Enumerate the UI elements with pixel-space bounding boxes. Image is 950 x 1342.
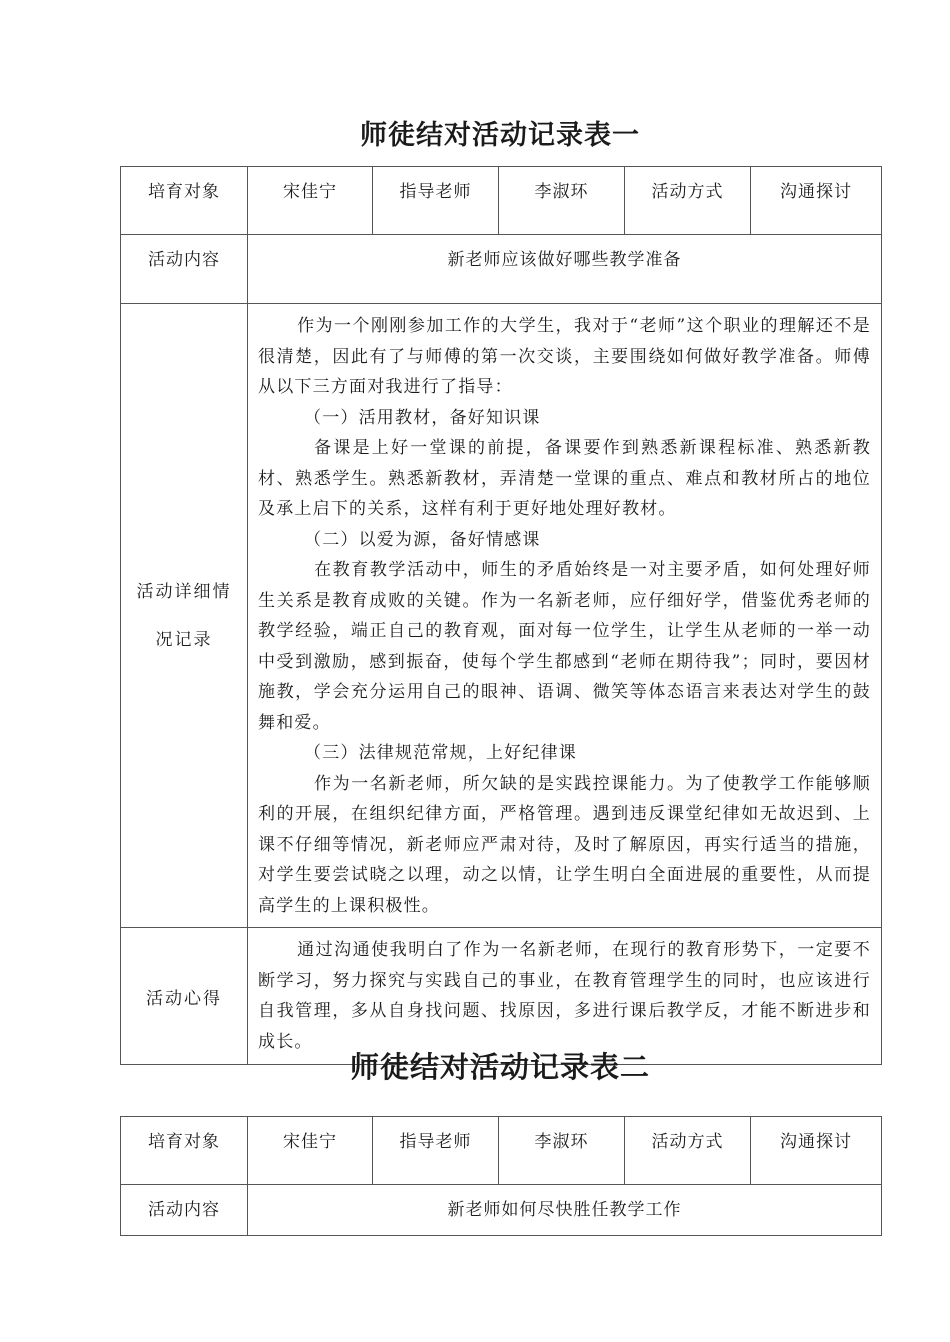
method-value: 沟通探讨 [751, 1117, 882, 1185]
trainee-label: 培育对象 [121, 1117, 248, 1185]
mentor-label: 指导老师 [373, 1117, 499, 1185]
header-row [121, 167, 882, 235]
detail-paragraph: 在教育教学活动中，师生的矛盾始终是一对主要矛盾，如何处理好师生关系是教育成败的关键。作为一名新老师，应仔细好学，借鉴优秀老师的教学经验，端正自己的教育观，面对每一位学生，让学生从老师的一举一动中受到激励，感到振奋，使每个学生都感到“老师在期待我”；同时，要因材施教，学会充分运用自己的眼神、语调、微笑等体态语言来表达对学生的鼓舞和爱。 [258, 560, 871, 733]
detail-subheading: （三）法律规范常规，上好纪律课 [304, 743, 577, 763]
detail-subheading: （一）活用教材，备好知识课 [304, 407, 541, 428]
content-label: 活动内容 [121, 235, 248, 304]
content-row [121, 1185, 882, 1236]
record-table-1 [120, 166, 882, 1065]
content-value: 新老师如何尽快胜任教学工作 [248, 1185, 882, 1236]
mentor-label: 指导老师 [373, 167, 499, 235]
detail-body [248, 304, 882, 928]
trainee-label: 培育对象 [121, 167, 248, 235]
trainee-value: 宋佳宁 [248, 1117, 373, 1185]
record-table-2 [120, 1116, 882, 1236]
content-row [121, 235, 882, 304]
detail-label-line1: 活动详细情 [136, 581, 232, 602]
mentor-value: 李淑环 [499, 167, 625, 235]
method-label: 活动方式 [625, 1117, 751, 1185]
detail-subheading: （二）以爱为源，备好情感课 [304, 529, 541, 550]
content-label: 活动内容 [121, 1185, 248, 1236]
method-label: 活动方式 [625, 167, 751, 235]
detail-label-line2: 况记录 [155, 629, 213, 650]
reflection-body [248, 928, 882, 1065]
reflection-text: 通过沟通使我明白了作为一名新老师，在现行的教育形势下，一定要不断学习，努力探究与实践自己的事业，在教育管理学生的同时，也应该进行自我管理，多从自身找问题、找原因，多进行课后教学反，才能不断进步和成长。 [258, 940, 871, 1052]
detail-label [121, 304, 248, 928]
content-value: 新老师应该做好哪些教学准备 [248, 235, 882, 304]
mentor-value: 李淑环 [499, 1117, 625, 1185]
method-value: 沟通探讨 [751, 167, 882, 235]
record-table-1-title: 师徒结对活动记录表一 [360, 120, 640, 151]
reflection-label: 活动心得 [121, 928, 248, 1065]
trainee-value: 宋佳宁 [248, 167, 373, 235]
reflection-row [121, 928, 882, 1065]
detail-paragraph: 作为一名新老师，所欠缺的是实践控课能力。为了使教学工作能够顺利的开展，在组织纪律方面，严格管理。遇到违反课堂纪律如无故迟到、上课不仔细等情况，新老师应严肃对待，及时了解原因，再实行适当的措施，对学生要尝试晓之以理，动之以情，让学生明白全面进展的重要性，从而提高学生的上课积极性。 [258, 773, 871, 916]
detail-paragraph: 作为一个刚刚参加工作的大学生，我对于“老师”这个职业的理解还不是很清楚，因此有了与师傅的第一次交谈，主要围绕如何做好教学准备。师傅从以下三方面对我进行了指导： [258, 316, 871, 397]
detail-paragraph: 备课是上好一堂课的前提，备课要作到熟悉新课程标准、熟悉新教材、熟悉学生。熟悉新教材，弄清楚一堂课的重点、难点和教材所占的地位及承上启下的关系，这样有利于更好地处理好教材。 [258, 438, 871, 519]
record-table-2-title: 师徒结对活动记录表二 [349, 1050, 650, 1084]
detail-row [121, 304, 882, 928]
header-row [121, 1117, 882, 1185]
